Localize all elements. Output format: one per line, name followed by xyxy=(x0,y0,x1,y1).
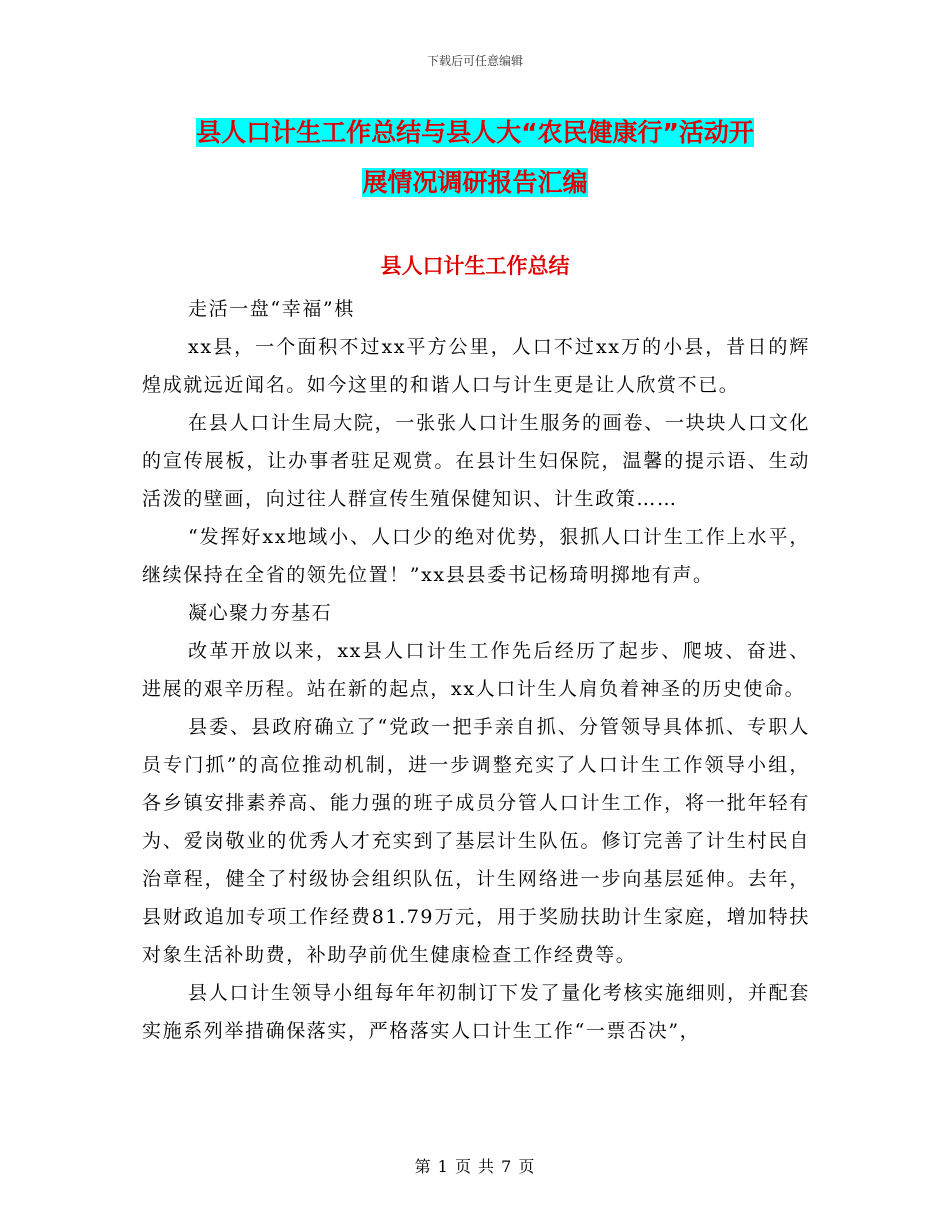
section-title: 县人口计生工作总结 xyxy=(380,254,570,278)
paragraph: xx县，一个面积不过xx平方公里，人口不过xx万的小县，昔日的辉煌成就远近闻名。如今这里的和谐人口与计生更是让人欣赏不已。 xyxy=(142,336,810,396)
paragraph: 在县人口计生局大院，一张张人口计生服务的画卷、一块块人口文化的宣传展板，让办事者驻足观赏。在县计生妇保院，温馨的提示语、生动活泼的壁画，向过往人群宣传生殖保健知识、计生政策…… xyxy=(142,412,810,510)
paragraph: 县人口计生领导小组每年年初制订下发了量化考核实施细则，并配套实施系列举措确保落实，严格落实人口计生工作“一票否决”， xyxy=(142,982,810,1042)
title-line-1: 县人口计生工作总结与县人大“农民健康行”活动开 xyxy=(196,118,754,147)
paragraph: 县委、县政府确立了“党政一把手亲自抓、分管领导具体抓、专职人员专门抓”的高位推动机制，进一步调整充实了人口计生工作领导小组，各乡镇安排素养高、能力强的班子成员分管人口计生工作，将一批年轻有为、爱岗敬业的优秀人才充实到了基层计生队伍。修订完善了计生村民自治章程，健全了村级协会组织队伍，计生网络进一步向基层延伸。去年，县财政追加专项工作经费81.79万元，用于奖励扶助计生家庭，增加特扶对象生活补助费，补助孕前优生健康检查工作经费等。 xyxy=(142,716,810,966)
paragraph: 改革开放以来，xx县人口计生工作先后经历了起步、爬坡、奋进、进展的艰辛历程。站在新的起点，xx人口计生人肩负着神圣的历史使命。 xyxy=(142,640,810,700)
title-line-2: 展情况调研报告汇编 xyxy=(362,168,588,197)
page-number-footer: 第 1 页 共 7 页 xyxy=(414,1157,536,1176)
header-note: 下载后可任意编辑 xyxy=(426,54,523,68)
body-text xyxy=(142,290,810,1050)
subheading-paragraph: 走活一盘“幸福”棋 xyxy=(188,298,355,320)
document-title xyxy=(150,108,800,208)
paragraph: “发挥好xx地域小、人口少的绝对优势，狠抓人口计生工作上水平，继续保持在全省的领先位置！”xx县县委书记杨琦明掷地有声。 xyxy=(142,526,810,586)
subheading-paragraph: 凝心聚力夯基石 xyxy=(188,602,333,624)
